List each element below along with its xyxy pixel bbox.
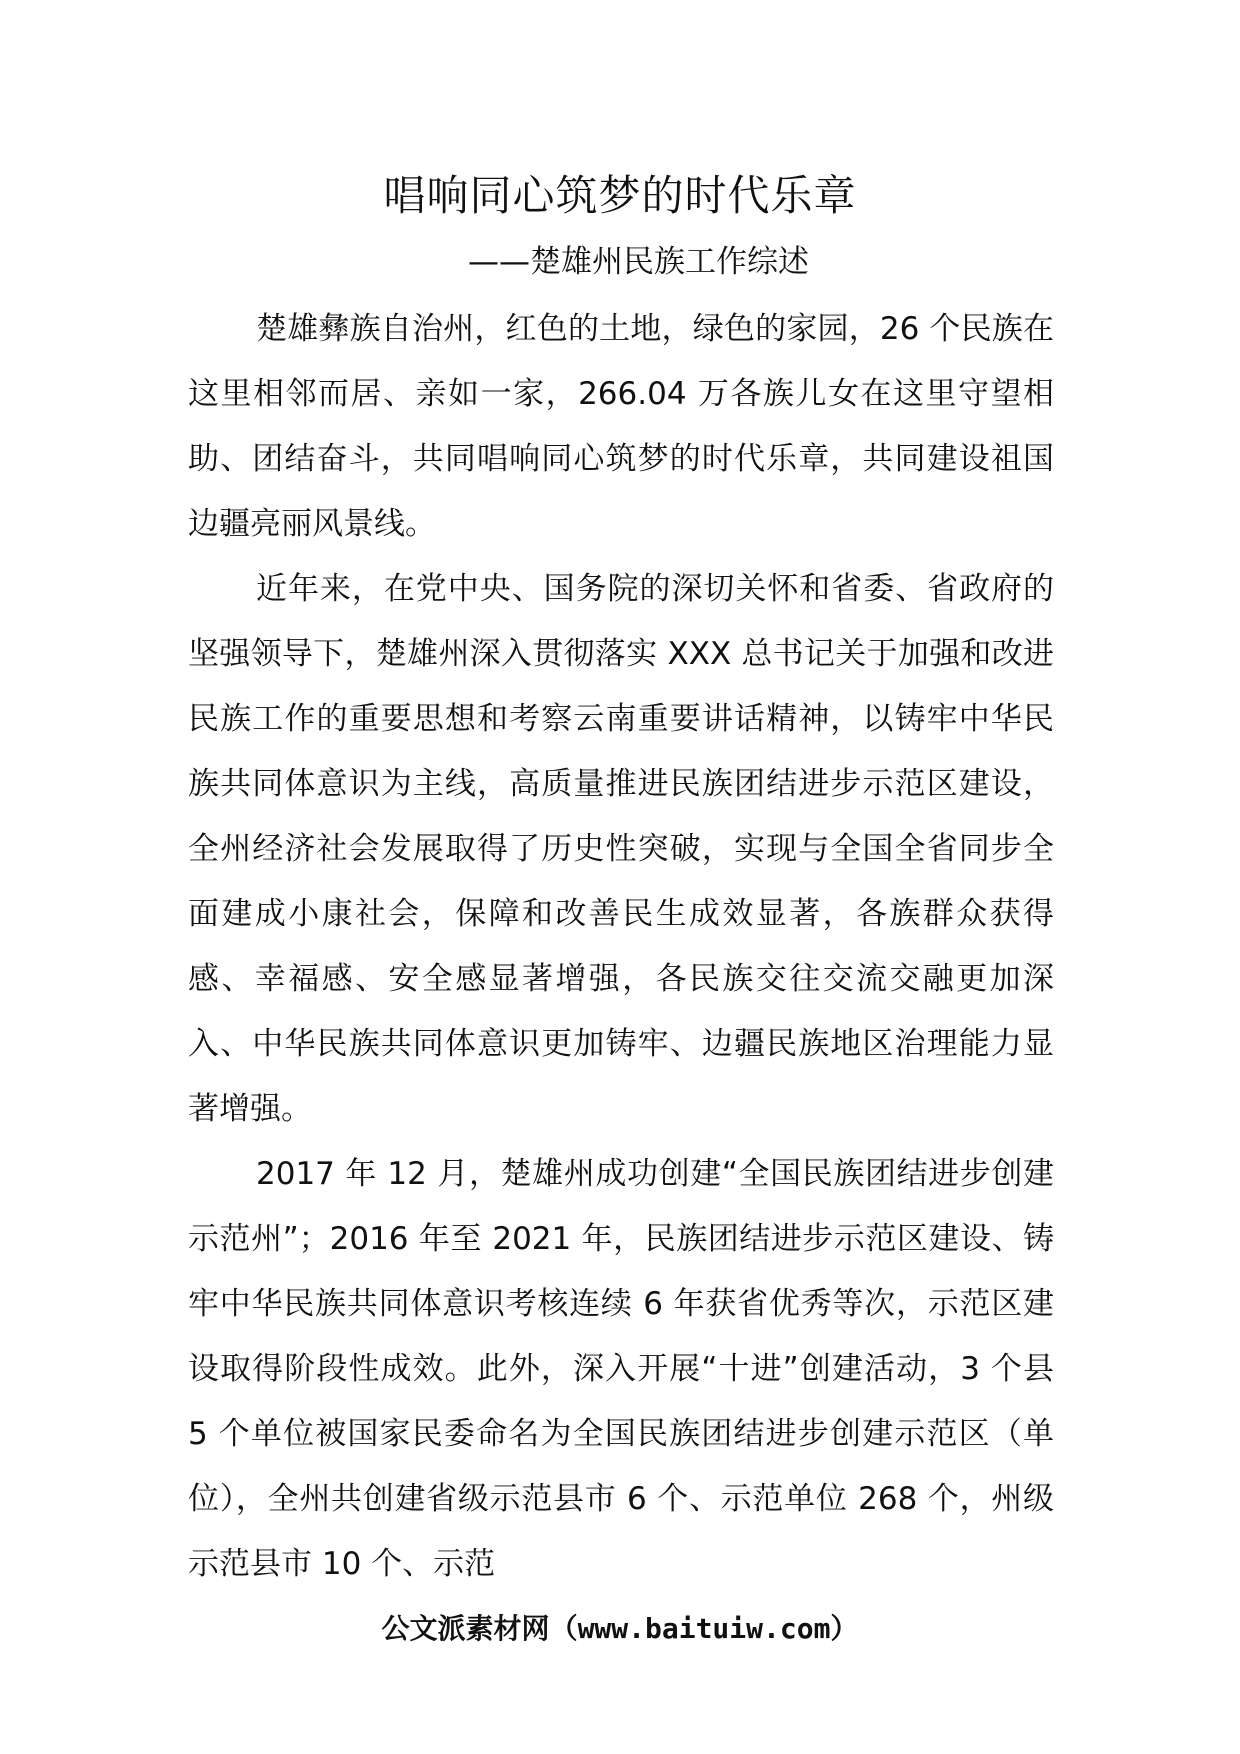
paragraph-3: 2017 年 12 月，楚雄州成功创建“全国民族团结进步创建示范州”；2016 年至 2021 年，民族团结进步示范区建设、铸牢中华民族共同体意识考核连续 6 年获省优秀等次，示范区建设取得阶段性成效。此外，深入开展“十进”创建活动，3 个县 5 个单位被国家民委命名为全国民族团结进步创建示范区（单位），全州共创建省级示范县市 6 个、示范单位 268 个，州级示范县市 10 个、示范 bbox=[188, 1156, 1054, 1582]
footer-watermark bbox=[0, 1607, 1240, 1651]
paragraph-2: 近年来，在党中央、国务院的深切关怀和省委、省政府的坚强领导下，楚雄州深入贯彻落实 XXX 总书记关于加强和改进民族工作的重要思想和考察云南重要讲话精神，以铸牢中华民族共同体意识为主线，高质量推进民族团结进步示范区建设，全州经济社会发展取得了历史性突破，实现与全国全省同步全面建成小康社会，保障和改善民生成效显著，各族群众获得感、幸福感、安全感显著增强，各民族交往交流交融更加深入、中华民族共同体意识更加铸牢、边疆民族地区治理能力显著增强。 bbox=[188, 571, 1054, 1127]
footer-url: （www.baituiw.com） bbox=[549, 1612, 859, 1645]
document-body bbox=[188, 297, 1054, 1597]
document-subtitle: ——楚雄州民族工作综述 bbox=[468, 244, 809, 280]
footer-brand: 公文派素材网 bbox=[381, 1612, 550, 1645]
document-title: 唱响同心筑梦的时代乐章 bbox=[383, 171, 857, 220]
paragraph-1: 楚雄彝族自治州，红色的土地，绿色的家园，26 个民族在这里相邻而居、亲如一家，266.04 万各族儿女在这里守望相助、团结奋斗，共同唱响同心筑梦的时代乐章，共同建设祖国边疆亮丽风景线。 bbox=[188, 311, 1054, 542]
